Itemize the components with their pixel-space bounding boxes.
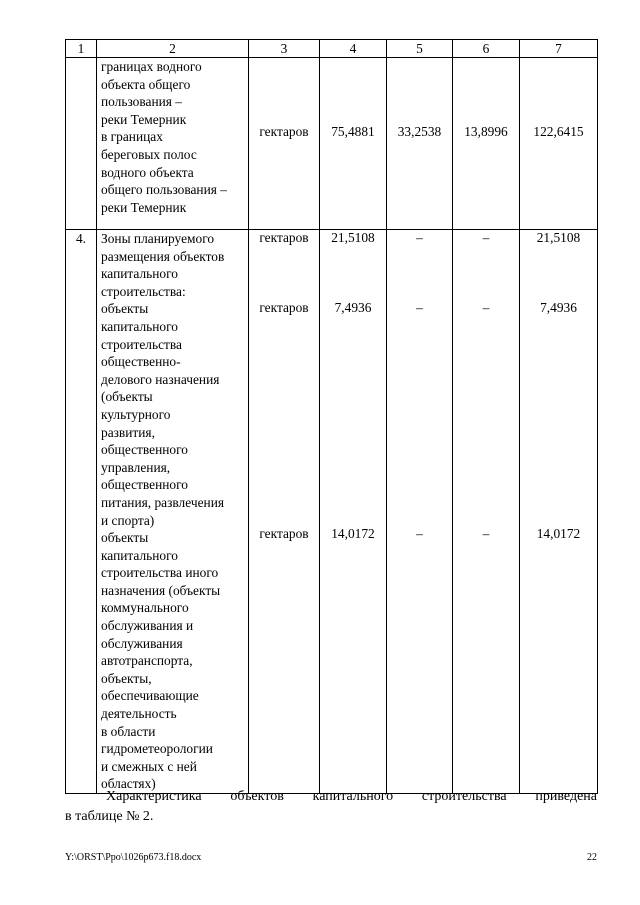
header-cell: 1 [66, 40, 97, 58]
value-cell [320, 230, 387, 794]
description-line: границах водного [101, 59, 202, 74]
description-line: Зоны планируемого [101, 231, 215, 246]
zones-table [65, 39, 598, 794]
value-cell [320, 58, 387, 230]
value-col7: 14,0172 [536, 526, 581, 541]
row-description [97, 230, 249, 794]
description-line: строительства иного [101, 565, 219, 581]
unit-cell [249, 230, 320, 794]
description-line: культурного [101, 406, 171, 422]
description-line: объекты, [101, 670, 152, 686]
description-line: питания, развлечения [101, 494, 225, 510]
description-line: автотранспорта, [101, 653, 193, 669]
value-col4: 7,4936 [334, 300, 372, 315]
description-line: общего пользования – [101, 182, 227, 198]
header-cell: 6 [453, 40, 520, 58]
description-line: капитального [101, 547, 178, 563]
value-col6: 13,8996 [464, 124, 508, 139]
description-line: обслуживания и [101, 618, 194, 634]
unit-cell [249, 58, 320, 230]
body-paragraph [65, 787, 597, 827]
header-cell: 7 [520, 40, 598, 58]
header-cell: 5 [387, 40, 453, 58]
row-number-cell [66, 58, 97, 230]
description-line: размещения объектов [101, 248, 225, 264]
description-line: капитального [101, 266, 178, 282]
description-line: общественно- [101, 354, 181, 370]
unit-value: гектаров [259, 300, 309, 315]
value-col6: – [482, 300, 490, 315]
description-line: объекты [101, 301, 149, 317]
paragraph-line: Характеристика объектов капитального строительства приведена [106, 789, 597, 804]
value-cell [453, 58, 520, 230]
description-line: береговых полос [101, 146, 197, 162]
description-line: деятельность [101, 706, 177, 722]
paragraph-line: в таблице № 2. [65, 809, 154, 824]
value-col4: 14,0172 [331, 526, 375, 541]
header-cell: 4 [320, 40, 387, 58]
unit-value: гектаров [259, 230, 309, 245]
description-line: водного объекта [101, 164, 194, 180]
header-cell: 3 [249, 40, 320, 58]
row-number: 4. [75, 231, 87, 246]
row-description [97, 58, 249, 230]
description-line: коммунального [101, 600, 189, 616]
description-line: общественного [101, 442, 188, 458]
value-cell [520, 58, 598, 230]
description-line: назначения (объекты [101, 582, 221, 598]
description-line: гидрометеорологии [101, 741, 213, 757]
description-line: обеспечивающие [101, 688, 199, 704]
value-col4: 75,4881 [331, 124, 375, 139]
value-col7: 7,4936 [540, 300, 577, 315]
value-cell [520, 230, 598, 794]
value-col6: – [482, 526, 490, 541]
table-row-continued [66, 58, 598, 230]
value-col7: 122,6415 [533, 124, 584, 139]
description-line: управления, [101, 459, 171, 475]
description-line: в области [101, 723, 156, 739]
description-line: и смежных с ней [101, 758, 197, 774]
value-col5: – [416, 526, 423, 541]
description-line: строительства: [101, 283, 186, 299]
description-line: реки Темерник [101, 111, 187, 127]
description-line: объекта общего [101, 76, 191, 92]
description-line: пользования – [101, 94, 183, 110]
description-line: обслуживания [101, 635, 183, 651]
description-line: объекты [101, 530, 149, 546]
description-line: реки Темерник [101, 199, 187, 215]
description-line: (объекты [101, 389, 153, 405]
unit-value: гектаров [259, 124, 309, 139]
description-line: развития, [101, 424, 155, 440]
row-number-cell [66, 230, 97, 794]
description-line: строительства [101, 336, 182, 352]
description-line: областях) [101, 776, 156, 792]
value-col7: 21,5108 [536, 230, 581, 245]
description-line: делового назначения [101, 371, 220, 387]
value-col5: – [416, 230, 423, 245]
description-line: капитального [101, 318, 178, 334]
page-number: 22 [587, 852, 597, 863]
header-cell: 2 [97, 40, 249, 58]
value-col6: – [482, 230, 490, 245]
description-line: и спорта) [101, 512, 155, 528]
footer-file-path: Y:\ORST\Ppo\1026p673.f18.docx [65, 852, 202, 863]
value-col5: – [416, 300, 423, 315]
unit-value: гектаров [259, 526, 309, 541]
value-cell [387, 230, 453, 794]
value-col4: 21,5108 [331, 230, 375, 245]
description-line: общественного [101, 477, 188, 493]
table-row-4 [66, 230, 598, 794]
value-cell [453, 230, 520, 794]
description-line: в границах [101, 129, 163, 145]
value-cell [387, 58, 453, 230]
value-col5: 33,2538 [397, 124, 442, 139]
table-header-row [66, 40, 598, 58]
